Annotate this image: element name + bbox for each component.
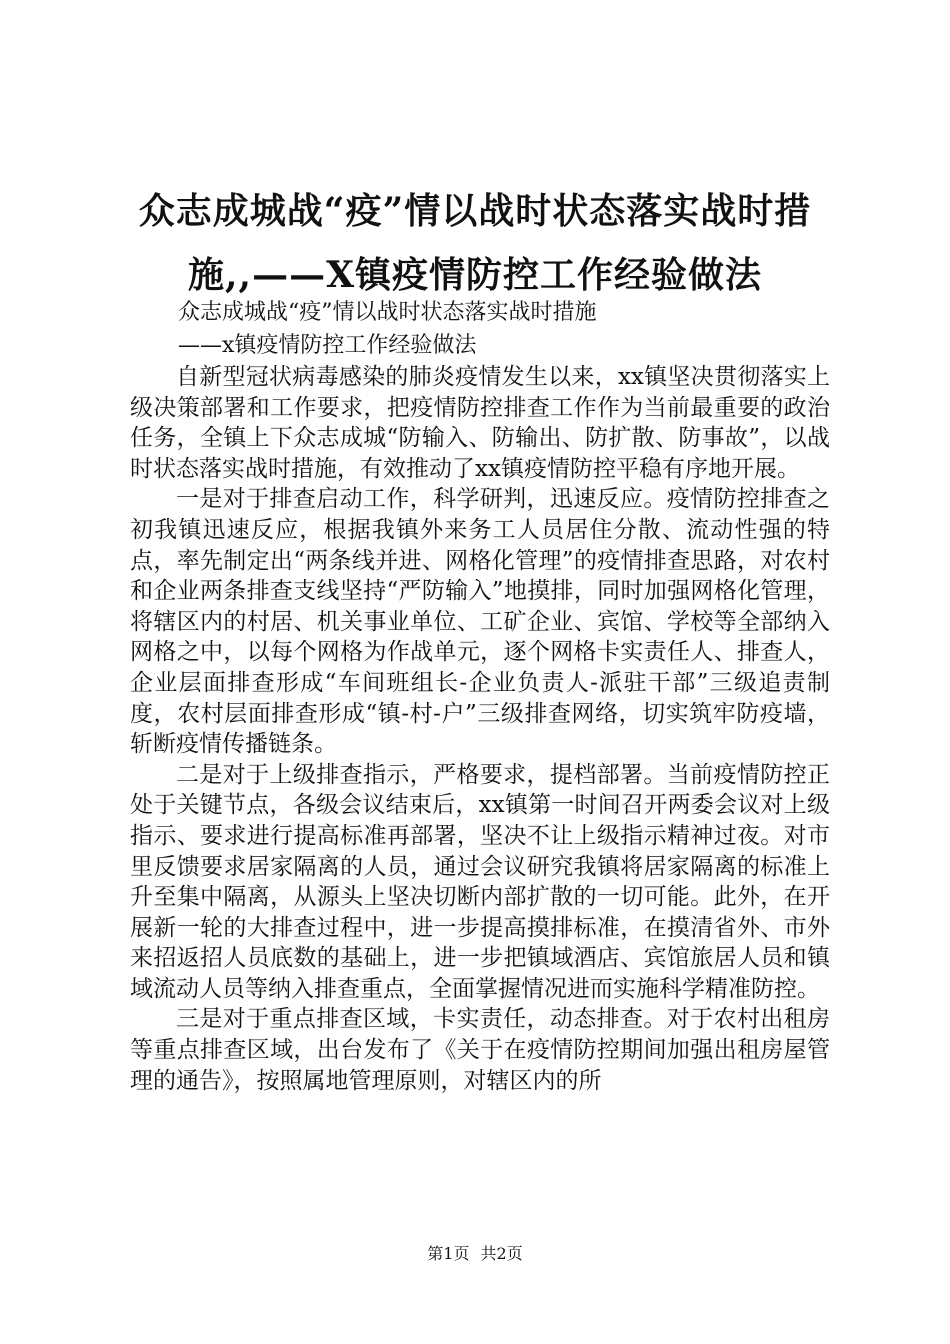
- body-text: [130, 362, 830, 1096]
- page-footer: [0, 1243, 950, 1265]
- subtitle-line-2: ——x镇疫情防控工作经验做法: [178, 333, 477, 358]
- paragraph-one: 一是对于排查启动工作，科学研判，迅速反应。疫情防控排查之初我镇迅速反应，根据我镇外来务工人员居住分散、流动性强的特点，率先制定出“两条线并进、网格化管理”的疫情排查思路，对农村和企业两条排查支线坚持“严防输入”地摸排，同时加强网格化管理，将辖区内的村居、机关事业单位、工矿企业、宾馆、学校等全部纳入网格之中，以每个网格为作战单元，逐个网格卡实责任人、排查人，企业层面排查形成“车间班组长-企业负责人-派驻干部”三级追责制度，农村层面排查形成“镇-村-户”三级排查网络，切实筑牢防疫墙，斩断疫情传播链条。: [130, 486, 830, 758]
- paragraph-three: 三是对于重点排查区域，卡实责任，动态排查。对于农村出租房等重点排查区域，出台发布了《关于在疫情防控期间加强出租房屋管理的通告》，按照属地管理原则，对辖区内的所: [130, 1006, 830, 1094]
- document-title-line-1: 众志成城战“疫”情以战时状态落实战时措: [138, 190, 812, 232]
- paragraph-two: 二是对于上级排查指示，严格要求，提档部署。当前疫情防控正处于关键节点，各级会议结束后，xx镇第一时间召开两委会议对上级指示、要求进行提高标准再部署，坚决不让上级指示精神过夜。对市里反馈要求居家隔离的人员，通过会议研究我镇将居家隔离的标准上升至集中隔离，从源头上坚决切断内部扩散的一切可能。此外，在开展新一轮的大排查过程中，进一步提高摸排标准，在摸清省外、市外来招返招人员底数的基础上，进一步把镇域酒店、宾馆旅居人员和镇域流动人员等纳入排查重点，全面掌握情况进而实施科学精准防控。: [130, 761, 830, 1002]
- subtitle-line-1: 众志成城战“疫”情以战时状态落实战时措施: [178, 300, 597, 325]
- paragraph-intro: 自新型冠状病毒感染的肺炎疫情发生以来，xx镇坚决贯彻落实上级决策部署和工作要求，把疫情防控排查工作作为当前最重要的政治任务，全镇上下众志成城“防输入、防输出、防扩散、防事故”，以战时状态落实战时措施，有效推动了xx镇疫情防控平稳有序地开展。: [130, 364, 830, 482]
- page-total: 共2页: [480, 1244, 523, 1263]
- document-title-line-2: 施,,——X镇疫情防控工作经验做法: [188, 254, 762, 296]
- page-number: 第1页: [427, 1244, 470, 1263]
